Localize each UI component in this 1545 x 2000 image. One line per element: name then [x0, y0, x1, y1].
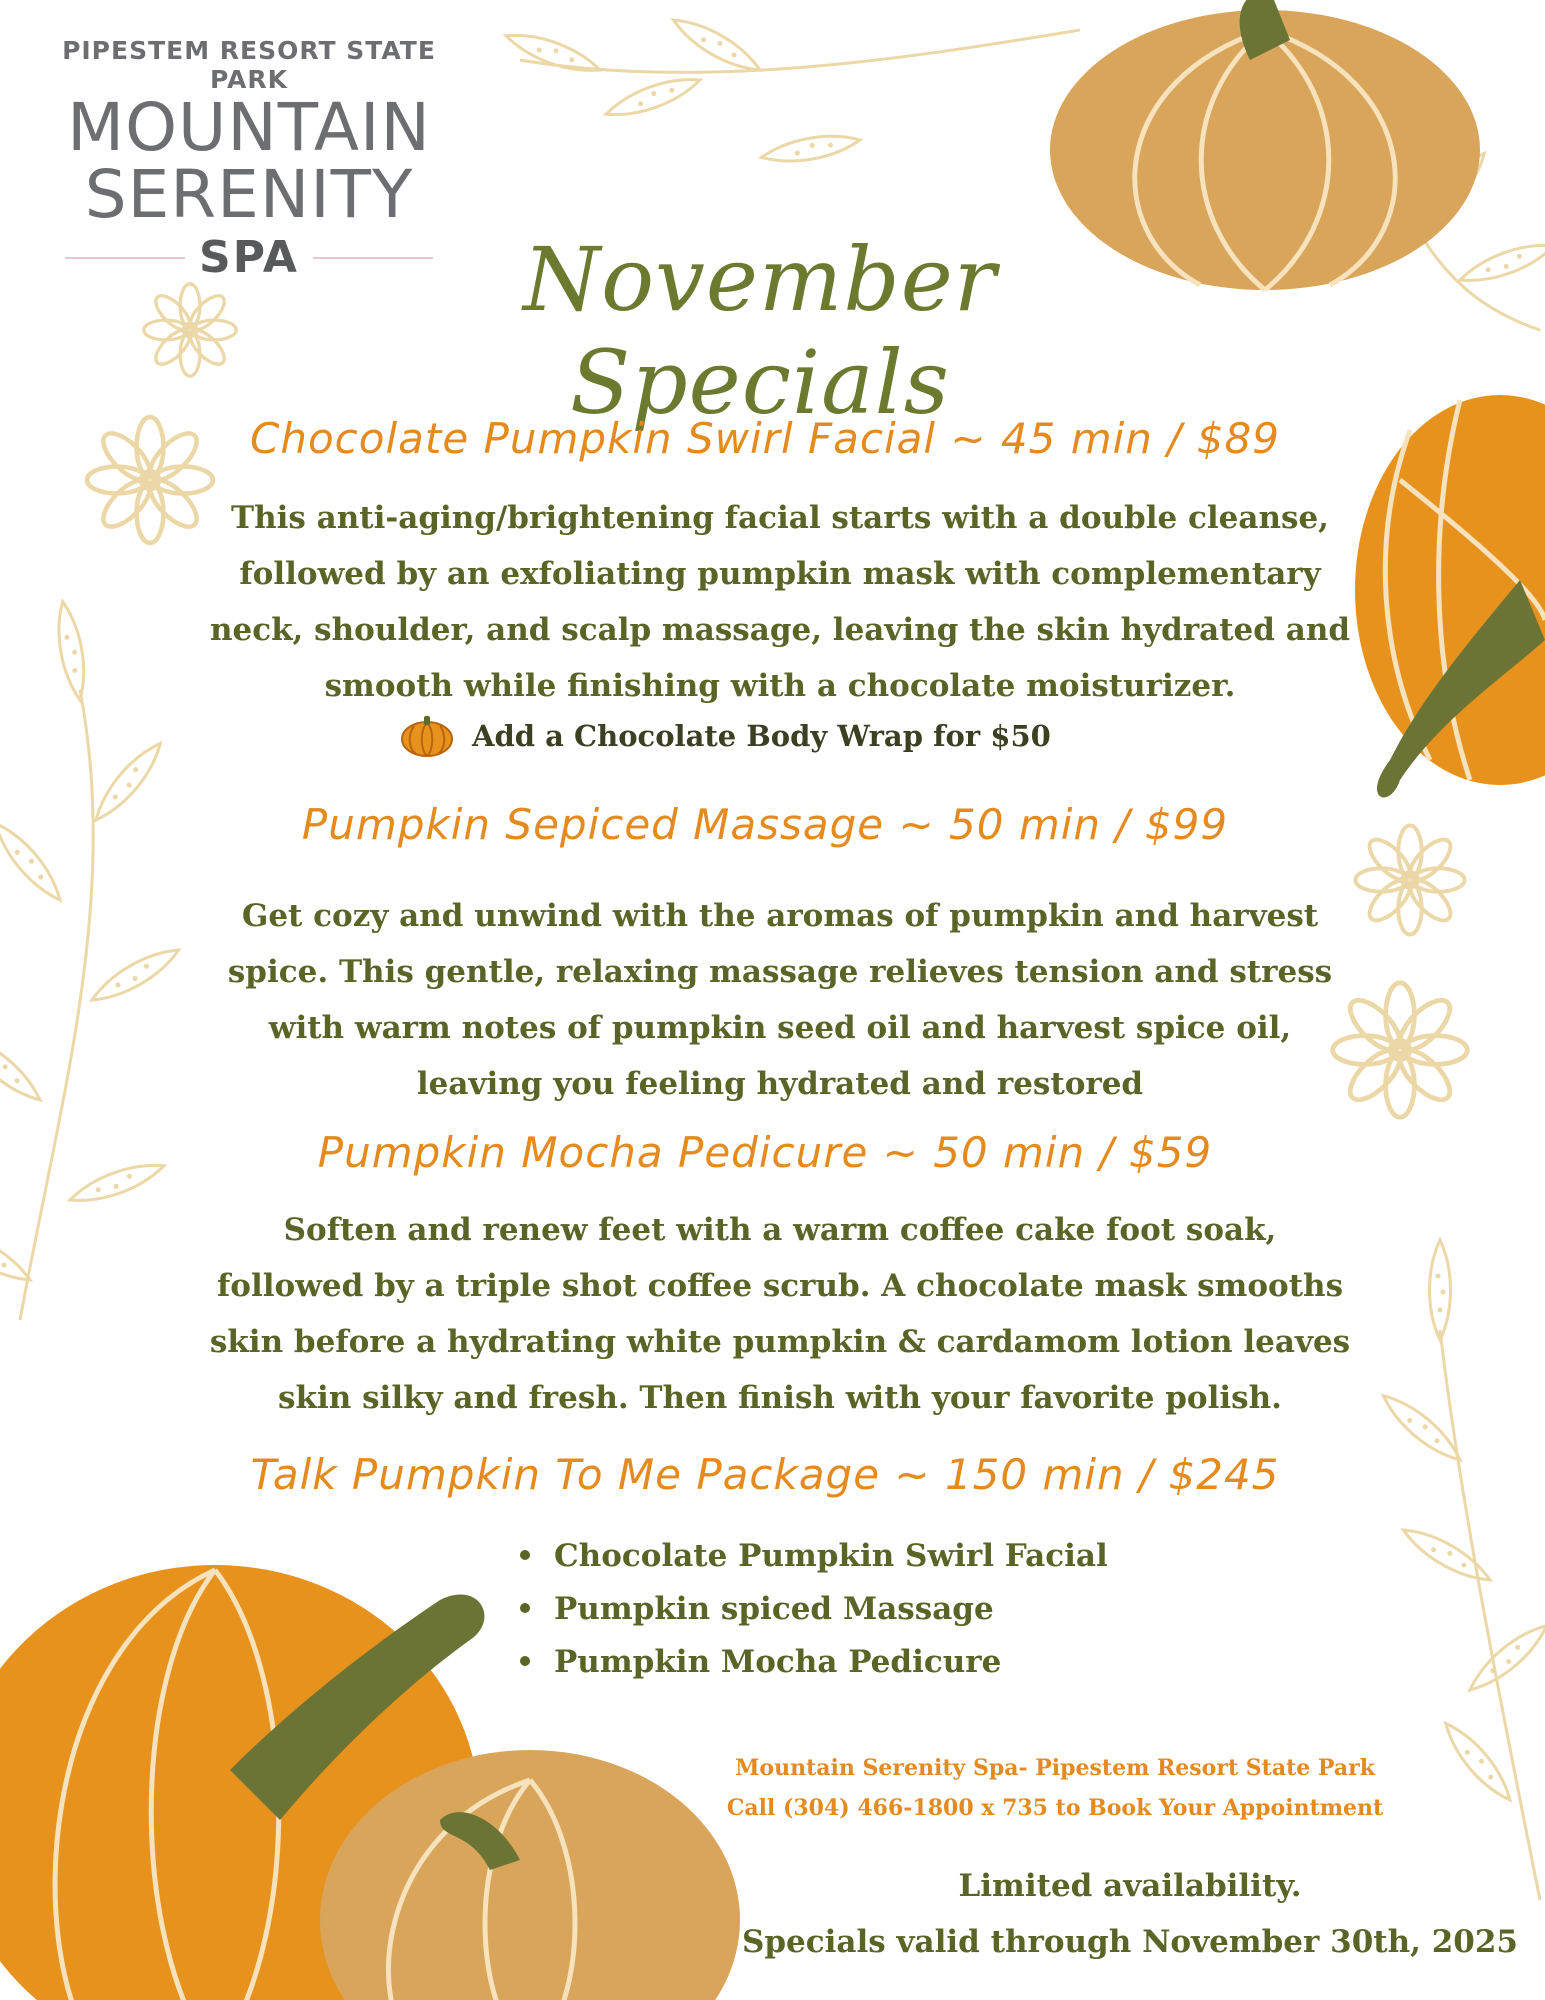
service-title-pedicure: Pumpkin Mocha Pedicure ~ 50 min / $59: [317, 1128, 1213, 1177]
list-item: Pumpkin Mocha Pedicure: [520, 1636, 1108, 1689]
top-leaf-branch: [502, 11, 1080, 168]
bullet-icon: [520, 1550, 530, 1560]
description-line: Get cozy and unwind with the aromas of pumpkin and harvest: [241, 898, 1319, 934]
description-line: spice. This gentle, relaxing massage relieves tension and stress: [227, 954, 1333, 990]
description-line: smooth while finishing with a chocolate moisturizer.: [324, 668, 1236, 704]
bullet-icon: [520, 1656, 530, 1666]
service-description-pedicure: [170, 1202, 1390, 1426]
list-item: Chocolate Pumpkin Swirl Facial: [520, 1530, 1108, 1583]
description-line: followed by a triple shot coffee scrub. A chocolate mask smooths: [216, 1268, 1344, 1304]
pumpkin-icon: [400, 714, 454, 758]
description-line: skin silky and fresh. Then finish with your favorite polish.: [278, 1380, 1282, 1416]
logo-spa: SPA: [199, 232, 299, 283]
contact-line-location: Mountain Serenity Spa- Pipestem Resort State Park: [735, 1755, 1375, 1781]
contact-line-phone: Call (304) 466-1800 x 735 to Book Your Appointment: [726, 1795, 1384, 1821]
validity-note: [730, 1858, 1530, 1970]
addon-text: Add a Chocolate Body Wrap for $50: [472, 719, 1051, 753]
logo-park-name: PIPESTEM RESORT STATE PARK: [62, 36, 436, 94]
description-line: This anti-aging/brightening facial starts with a double cleanse,: [231, 500, 1329, 536]
bullet-icon: [520, 1603, 530, 1613]
description-line: neck, shoulder, and scalp massage, leaving the skin hydrated and: [209, 612, 1351, 648]
logo-mountain: MOUNTAIN: [67, 89, 431, 166]
page-title: November Specials: [523, 228, 997, 434]
left-leaf-branch: [0, 600, 184, 1320]
service-title-massage: Pumpkin Sepiced Massage ~ 50 min / $99: [301, 800, 1229, 849]
description-line: with warm notes of pumpkin seed oil and harvest spice oil,: [268, 1010, 1292, 1046]
description-line: Soften and renew feet with a warm coffee cake foot soak,: [283, 1212, 1277, 1248]
service-title-package: Talk Pumpkin To Me Package ~ 150 min / $245: [250, 1450, 1280, 1499]
list-item: Pumpkin spiced Massage: [520, 1583, 1108, 1636]
description-line: skin before a hydrating white pumpkin & cardamom lotion leaves: [209, 1324, 1351, 1360]
logo-spa-row: [44, 232, 454, 283]
contact-info: [690, 1748, 1420, 1828]
addon-line: [400, 714, 1051, 758]
spa-logo: [44, 36, 454, 283]
package-items: [520, 1530, 1108, 1689]
logo-serenity: SERENITY: [84, 156, 414, 233]
valid-through-line: Specials valid through November 30th, 2025: [741, 1924, 1518, 1960]
service-title-facial: Chocolate Pumpkin Swirl Facial ~ 45 min / $89: [250, 414, 1280, 463]
availability-line: Limited availability.: [958, 1868, 1302, 1904]
right-pumpkin: [1355, 395, 1545, 797]
service-description-massage: [180, 888, 1380, 1112]
logo-divider: [65, 257, 185, 259]
description-line: followed by an exfoliating pumpkin mask with complementary: [239, 556, 1321, 592]
service-description-facial: [180, 490, 1380, 714]
description-line: leaving you feeling hydrated and restored: [416, 1066, 1144, 1102]
